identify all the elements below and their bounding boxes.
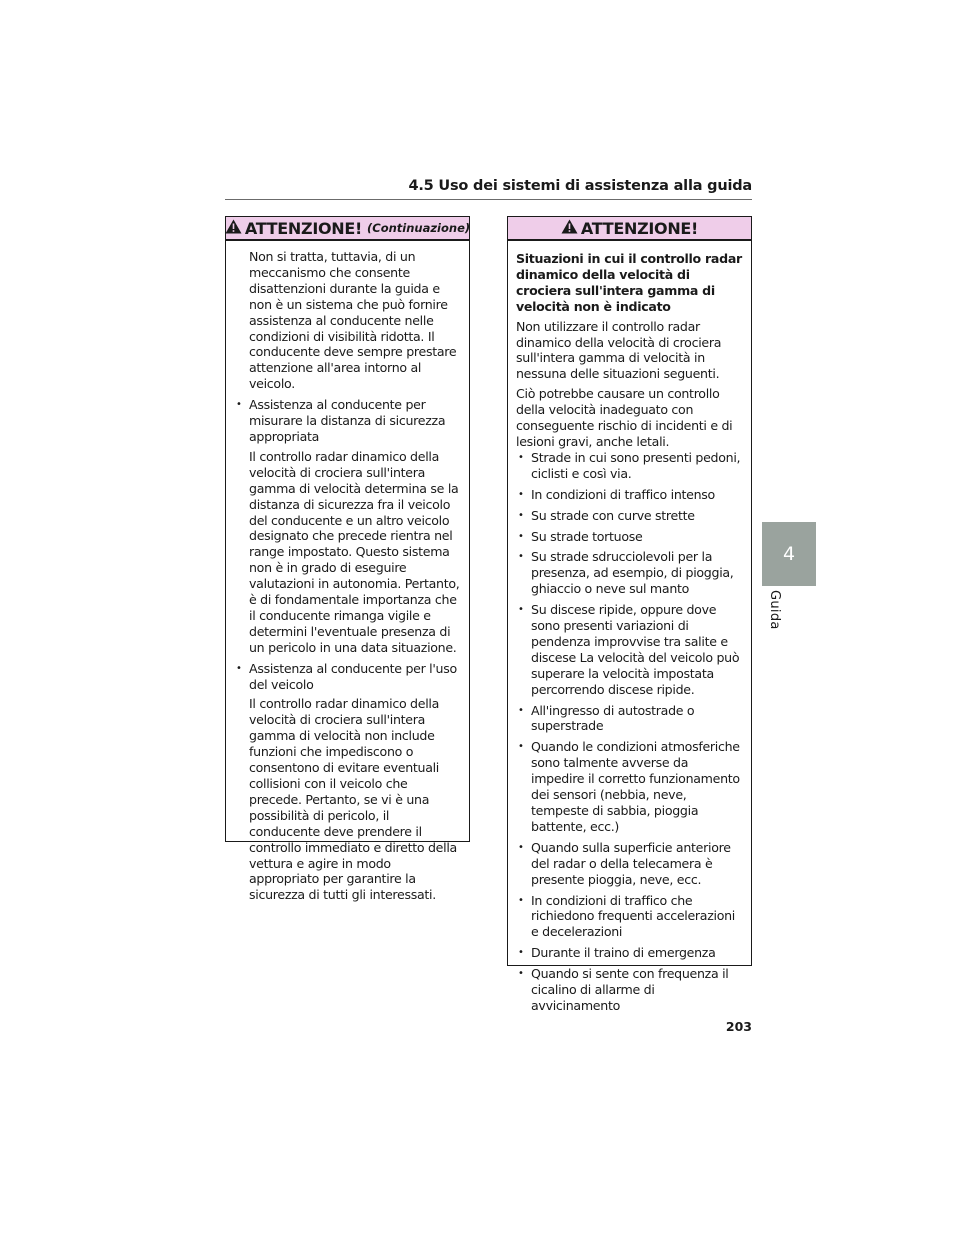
list-item: • Quando sulla superficie anteriore del radar o della telecamera è presente pioggia, neve, ecc. <box>516 840 743 888</box>
page-number: 203 <box>725 1019 752 1034</box>
warning-header <box>508 217 751 241</box>
warning-title: ATTENZIONE! <box>580 218 699 238</box>
warning-body <box>226 241 469 909</box>
list-item: • Quando si sente con frequenza il cicalino di allarme di avvicinamento <box>516 966 743 1014</box>
list-item: • Su strade tortuose <box>516 529 743 545</box>
warning-section-title: Situazioni in cui il controllo radar dinamico della velocità di crociera sull'intera gamma di velocità non è indicato <box>516 251 742 314</box>
list-item-text: Il controllo radar dinamico della velocità di crociera sull'intera gamma di velocità non include funzioni che impediscono o consentono di evitare eventuali collisioni con il veicolo che precede. Pertanto, se vi è una possibilità di pericolo, il conducente deve prendere il controllo immediato e diretto della vettura e agire in modo appropriato per garantire la sicurezza di tutti gli interessati. <box>249 696 457 903</box>
warning-body <box>508 241 751 1020</box>
list-item: • Durante il traino di emergenza <box>516 945 743 961</box>
warning-box-continued <box>225 216 471 903</box>
warning-title: ATTENZIONE! <box>244 218 362 238</box>
header-divider <box>225 199 752 200</box>
list-item: • All'ingresso di autostrade o superstrade <box>516 703 743 735</box>
list-item-title: • Assistenza al conducente per l'uso del veicolo <box>234 661 461 693</box>
list-item: • Su strade con curve strette <box>516 508 743 524</box>
warning-triangle-icon <box>225 219 242 238</box>
paragraph: Non utilizzare il controllo radar dinamico della velocità di crociera sull'intera gamma di velocità in nessuna delle situazioni seguenti. <box>516 318 722 382</box>
continued-label: (Continuazione) <box>367 221 471 235</box>
list-item: • Strade in cui sono presenti pedoni, ciclisti e così via. <box>516 450 743 482</box>
list-item-text: Il controllo radar dinamico della velocità di crociera sull'intera gamma di velocità determina se la distanza di sicurezza fra il veicolo del conducente e un altro veicolo designato che precede rientra nel range impostato. Questo sistema non è in grado di eseguire valutazioni in autonomia. Pertanto, è di fondamentale importanza che il conducente rimanga vigile e determini l'eventuale presenza di un pericolo in una data situazione. <box>249 448 460 655</box>
list-item: • Su strade sdrucciolevoli per la presenza, ad esempio, di pioggia, ghiaccio o neve sul manto <box>516 549 743 597</box>
list-item-title: • Assistenza al conducente per misurare la distanza di sicurezza appropriata <box>234 397 461 445</box>
list-item: • In condizioni di traffico che richiedono frequenti accelerazioni e decelerazioni <box>516 893 743 941</box>
list-item: • Quando le condizioni atmosferiche sono talmente avverse da impedire il corretto funzionamento dei sensori (nebbia, neve, tempeste di sabbia, pioggia battente, ecc.) <box>516 739 743 834</box>
warning-header <box>226 217 469 241</box>
section-header: 4.5 Uso dei sistemi di assistenza alla guida <box>408 178 752 194</box>
chapter-number: 4 <box>782 543 796 565</box>
intro-text: Non si tratta, tuttavia, di un meccanismo che consente disattenzioni durante la guida e non è un sistema che può fornire assistenza al conducente nelle condizioni di visibilità ridotta. Il conducente deve sempre prestare attenzione all'area intorno al veicolo. <box>249 249 457 392</box>
chapter-label: Guida <box>767 590 782 630</box>
list-item: • Su discese ripide, oppure dove sono presenti variazioni di pendenza improvvise tra salite e discese La velocità del veicolo può superare la velocità impostata percorrendo discese ripide. <box>516 602 743 697</box>
chapter-tab[interactable] <box>762 522 816 586</box>
paragraph: Ciò potrebbe causare un controllo della velocità inadeguato con conseguente rischio di incidenti e di lesioni gravi, anche letali. <box>516 386 733 449</box>
list-item: • In condizioni di traffico intenso <box>516 487 743 503</box>
warning-box <box>507 216 752 1013</box>
warning-triangle-icon <box>561 219 578 238</box>
